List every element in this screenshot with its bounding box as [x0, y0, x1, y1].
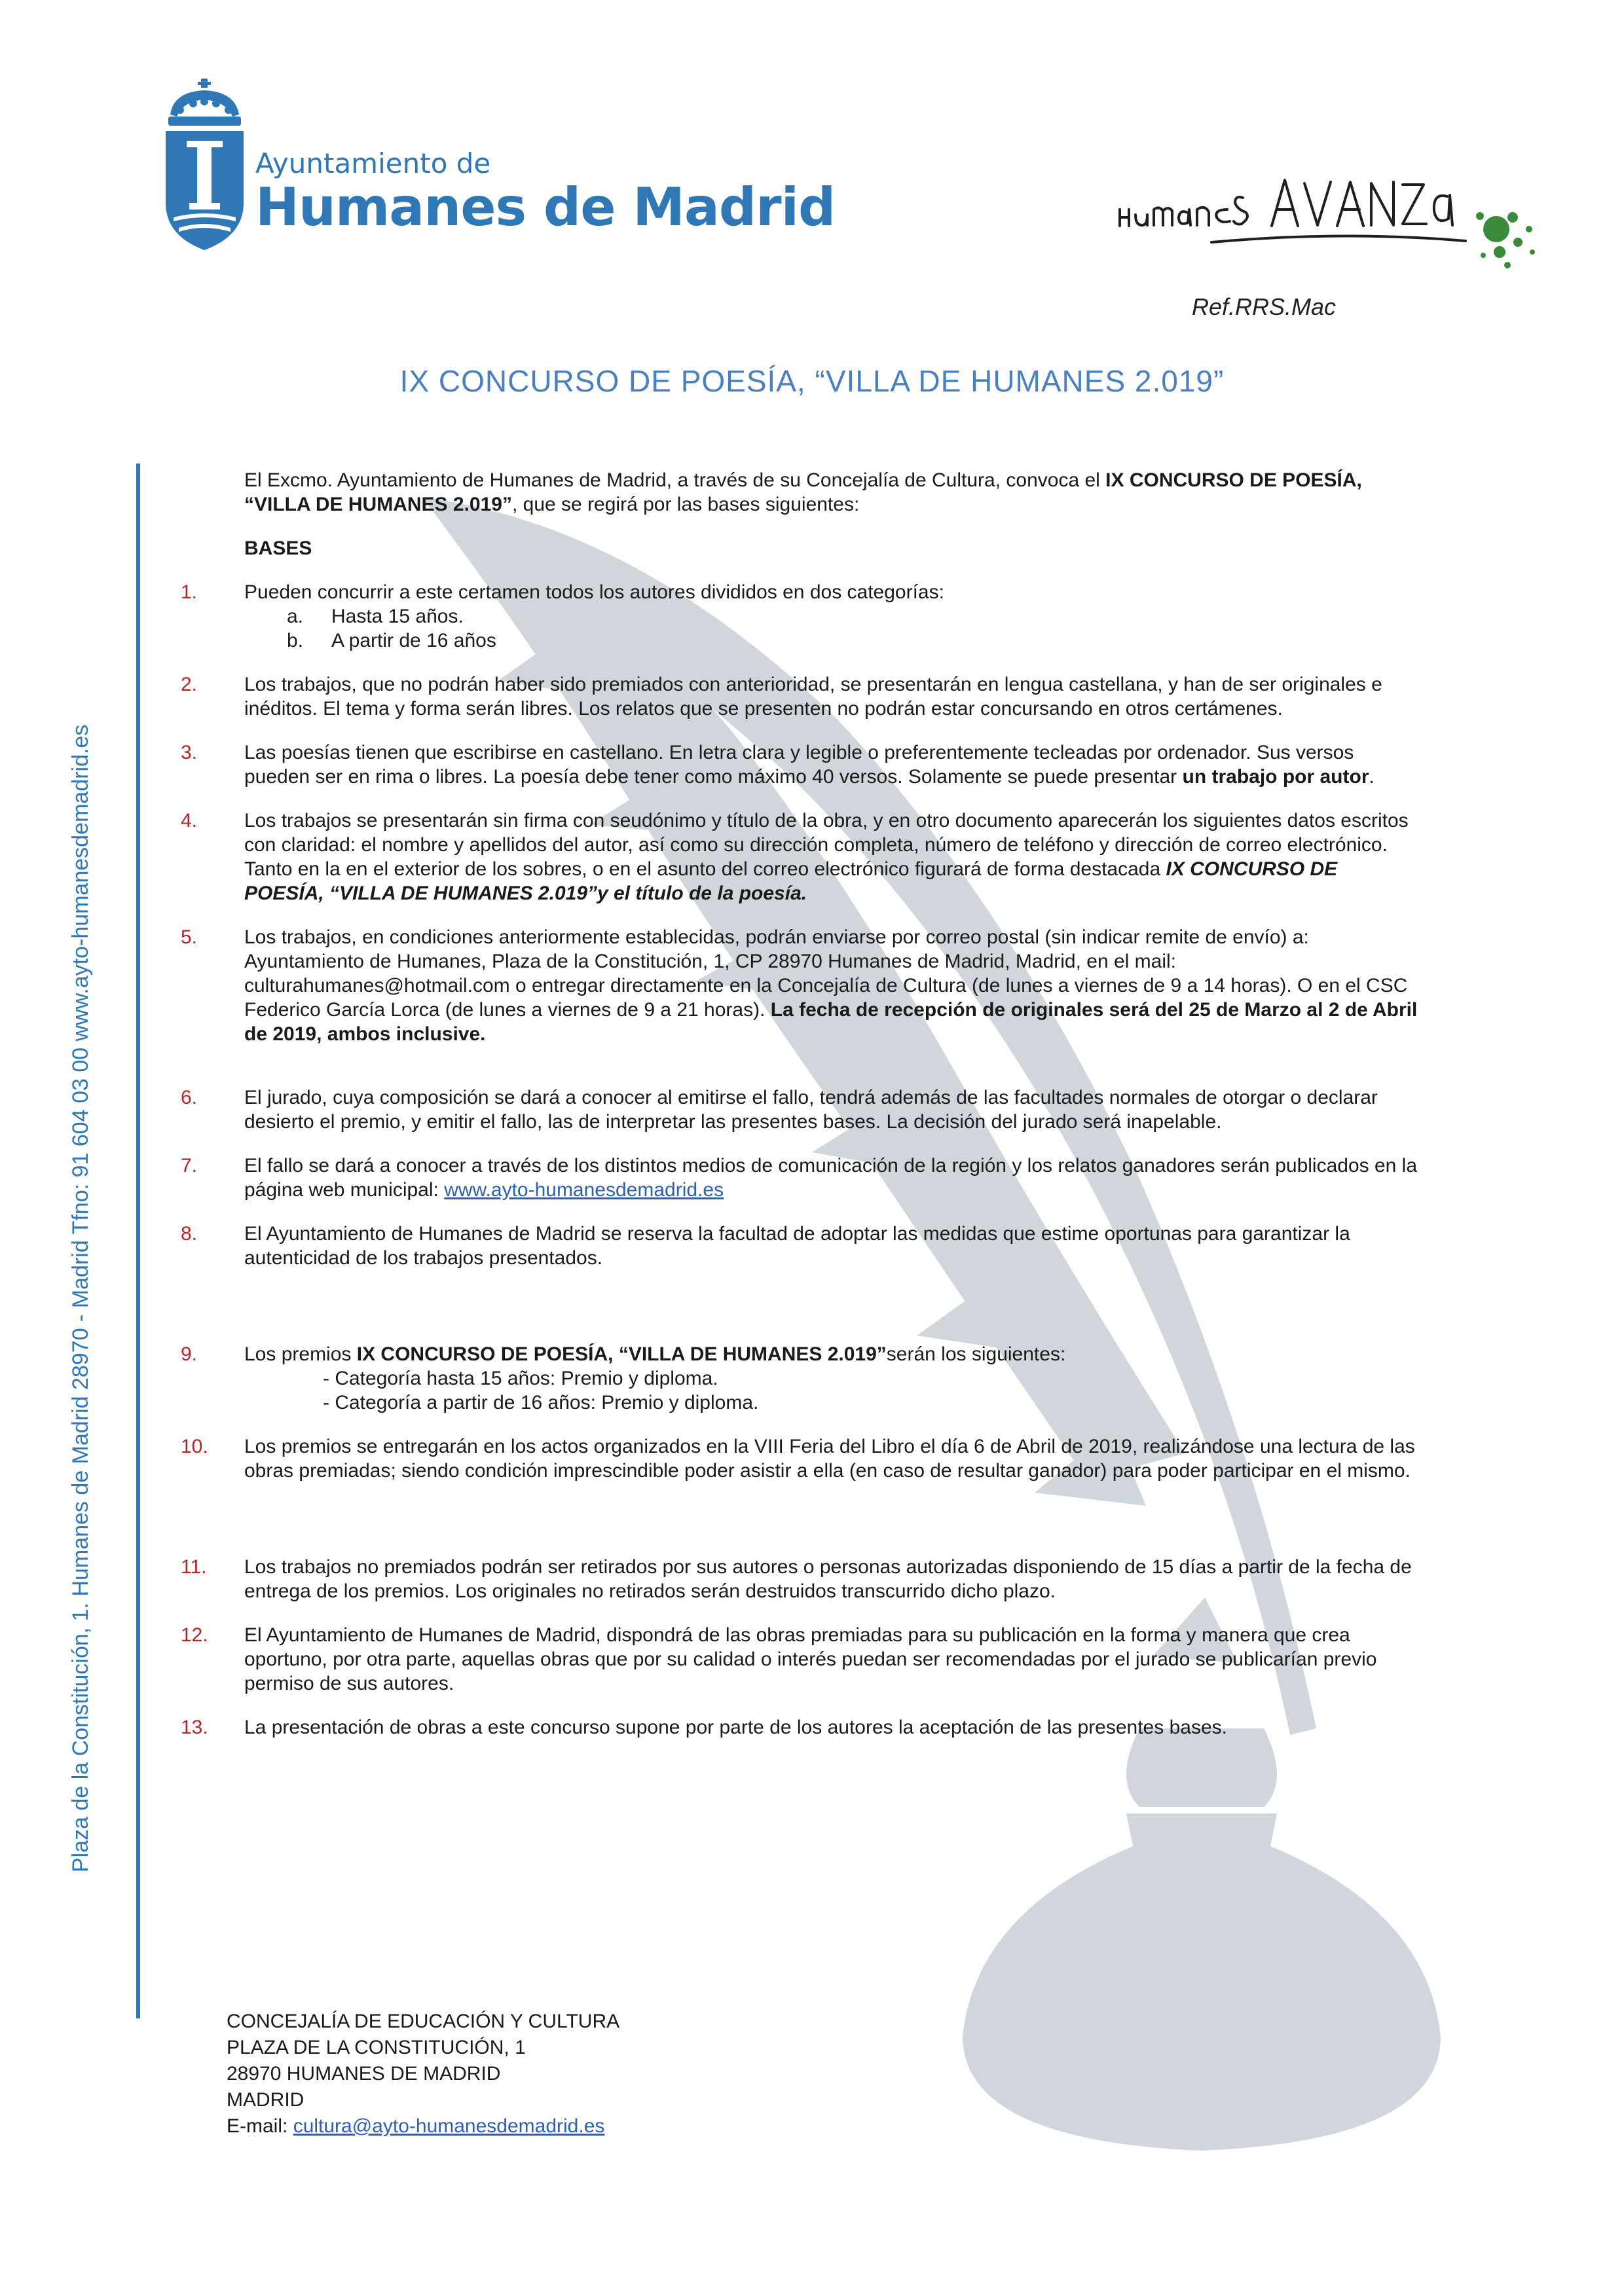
footer-email: E-mail: cultura@ayto-humanesdemadrid.es: [227, 2115, 605, 2137]
list-item-6: 6. El jurado, cuya composición se dará a conocer al emitirse el fallo, tendrá además de las facultades normales de otorgar o declarar desierto el premio, y emitir el fallo, las de interpretar las presentes bases. La decisión del jurado será inapelable.: [181, 1087, 1378, 1133]
document-title: IX CONCURSO DE POESÍA, “VILLA DE HUMANES 2.019”: [399, 364, 1225, 398]
list-item-2: 2. Los trabajos, que no podrán haber sido premiados con anterioridad, se presentarán en lengua castellana, y han de ser originales e inéditos. El tema y forma serán libres. Los relatos que se presenten no podrán estar concursando en otros certámenes.: [181, 674, 1382, 720]
logo-line-2: Humanes de Madrid: [255, 177, 836, 238]
footer-line-1: CONCEJALÍA DE EDUCACIÓN Y CULTURA: [227, 2011, 620, 2032]
footer-line-2: PLAZA DE LA CONSTITUCIÓN, 1: [227, 2037, 526, 2058]
list-item-11: 11. Los trabajos no premiados podrán ser retirados por sus autores o personas autorizadas disponiendo de 15 días a partir de la fecha de entrega de los premios. Los originales no retirados serán destruidos transcurrido dicho plazo.: [181, 1556, 1412, 1602]
list-item-10: 10. Los premios se entregarán en los actos organizados en la VIII Feria del Libro el día 6 de Abril de 2019, realizándose una lectura de las obras premiadas; siendo condición imprescindible poder asistir a ella (en caso de resultar ganador) para poder participar en el mismo.: [181, 1436, 1415, 1482]
category-a: a. Hasta 15 años.: [287, 606, 464, 627]
bases-heading: BASES: [244, 538, 312, 559]
humanes-avanza-logo: [1107, 144, 1565, 275]
list-item-13: 13. La presentación de obras a este concurso supone por parte de los autores la aceptación de las presentes bases.: [181, 1717, 1227, 1738]
footer-line-4: MADRID: [227, 2089, 304, 2111]
list-item-7: 7. El fallo se dará a conocer a través de los distintos medios de comunicación de la región y los relatos ganadores serán publicados en la página web municipal: www.ayto-humanesdemadrid.es: [181, 1155, 1418, 1201]
intro-paragraph: El Excmo. Ayuntamiento de Humanes de Madrid, a través de su Concejalía de Cultura, convoca el IX CONCURSO DE POESÍA, “VILLA DE HUMANES 2.019”, que se regirá por las bases siguientes:: [244, 469, 1362, 515]
footer-line-3: 28970 HUMANES DE MADRID: [227, 2063, 501, 2085]
reference-code: Ref.RRS.Mac: [1192, 293, 1337, 320]
email-link[interactable]: cultura@ayto-humanesdemadrid.es: [293, 2115, 605, 2137]
prize-category-2: - Categoría a partir de 16 años: Premio y diploma.: [323, 1392, 759, 1413]
website-link[interactable]: www.ayto-humanesdemadrid.es: [444, 1179, 724, 1201]
document-body: [162, 468, 1420, 1740]
list-item-4: 4. Los trabajos se presentarán sin firma con seudónimo y título de la obra, y en otro documento aparecerán los siguientes datos escritos con claridad: el nombre y apellidos del autor, así como su dirección completa, número de teléfono y dirección de correo electrónico. Tanto en la en el exterior de los sobres, o en el asunto del correo electrónico figurará de forma destacada IX CONCURSO DE POESÍA, “VILLA DE HUMANES 2.019”y el título de la poesía.: [181, 810, 1409, 904]
coat-of-arms-icon: [160, 79, 249, 255]
list-item-12: 12. El Ayuntamiento de Humanes de Madrid, dispondrá de las obras premiadas para su publicación en la forma y manera que crea oportuno, por otra parte, aquellas obras que por su calidad o interés puedan ser recomendadas por el jurado se publicarían previo permiso de sus autores.: [181, 1624, 1377, 1694]
vertical-address-text: Plaza de la Constitución, 1. Humanes de Madrid 28970 - Madrid Tfno: 91 604 03 00 www.ayto-humanesdemadrid.es: [68, 724, 93, 1872]
municipality-logo-text: [255, 147, 835, 238]
list-item-1: 1. Pueden concurrir a este certamen todos los autores divididos en dos categorías:: [181, 581, 944, 603]
list-item-3: 3. Las poesías tienen que escribirse en castellano. En letra clara y legible o preferentemente tecleadas por ordenador. Sus versos pueden ser en rima o libres. La poesía debe tener como máximo 40 versos. Solamente se puede presentar un trabajo por autor.: [181, 742, 1375, 788]
logo-line-1: Ayuntamiento de: [255, 147, 491, 179]
list-item-8: 8. El Ayuntamiento de Humanes de Madrid se reserva la facultad de adoptar las medidas que estime oportunas para garantizar la autenticidad de los trabajos presentados.: [181, 1223, 1350, 1269]
footer-address: [227, 2009, 619, 2140]
list-item-9: 9. Los premios IX CONCURSO DE POESÍA, “VILLA DE HUMANES 2.019”serán los siguientes:: [181, 1343, 1066, 1365]
prize-category-1: - Categoría hasta 15 años: Premio y diploma.: [323, 1368, 718, 1389]
left-margin-rule: [136, 464, 140, 2018]
list-item-5: 5. Los trabajos, en condiciones anteriormente establecidas, podrán enviarse por correo postal (sin indicar remite de envío) a: Ayuntamiento de Humanes, Plaza de la Constitución, 1, CP 28970 Humanes de Madrid, Madrid, en el mail: culturahumanes@hotmail.com o entregar directamente en la Concejalía de Cultura (de lunes a viernes de 9 a 14 horas). O en el CSC Federico García Lorca (de lunes a viernes de 9 a 21 horas). La fecha de recepción de originales será del 25 de Marzo al 2 de Abril de 2019, ambos inclusive.: [181, 926, 1418, 1045]
category-b: b. A partir de 16 años: [287, 630, 496, 651]
